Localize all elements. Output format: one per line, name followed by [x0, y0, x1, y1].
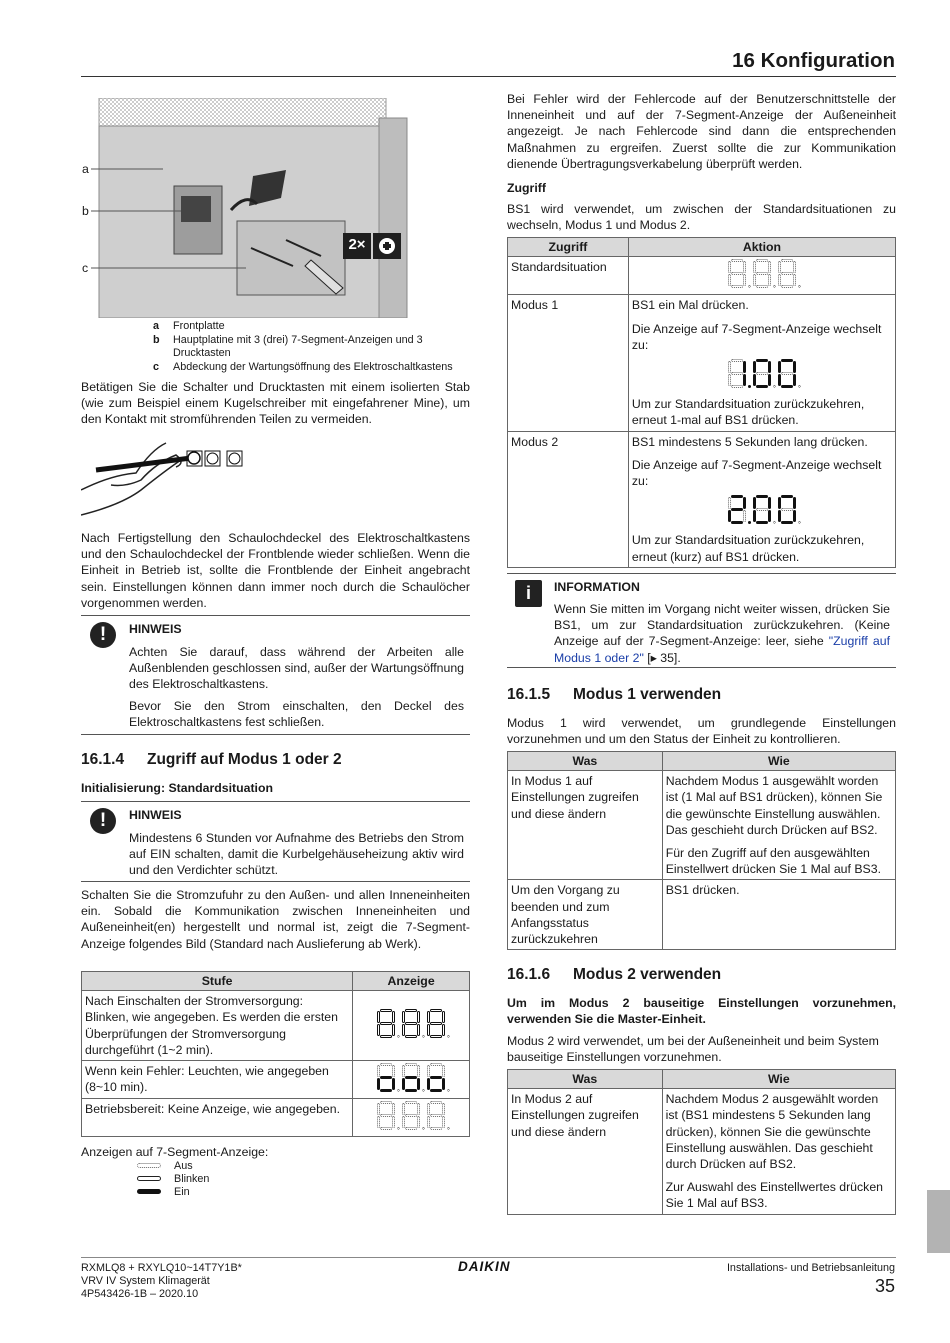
hinweis2-bottom-rule: [81, 881, 470, 882]
table-cell: In Modus 1 auf Einstellungen zugreifen und diese ändern: [508, 771, 663, 880]
left-para2: Nach Fertigstellung den Schaulochdeckel des Elektroschaltkastens und den Schaulochdeckel der Frontblende wieder schließen. Wenn die Einheit in Betrieb ist, sollte die Frontblende der Einheit angebracht sein. Einstellungen können dann immer noch durch die Schaulöcher vorgenommen werden.: [81, 531, 470, 610]
legend-title: Anzeigen auf 7-Segment-Anzeige:: [81, 1145, 269, 1159]
zugriff-table: [507, 237, 896, 568]
modus2-table: [507, 1069, 896, 1215]
table-header: Was: [508, 752, 663, 771]
seg-display: [628, 257, 895, 295]
seven-segment-digit: [753, 359, 771, 388]
seven-segment-digit: [778, 359, 796, 388]
section-number: 16.1.4: [81, 751, 125, 768]
table-row: [508, 431, 896, 567]
figure-captions: [153, 320, 453, 374]
table-header: Aktion: [628, 238, 895, 257]
legend-label: Ein: [174, 1185, 190, 1198]
page-number: 35: [874, 1276, 895, 1296]
hinweis2-p1: Mindestens 6 Stunden vor Aufnahme des Betriebs den Strom auf EIN schalten, damit die Kurbelgehäuseheizung aktiv wird und den Verdichter schützt.: [129, 831, 464, 878]
seven-segment-digit: [753, 259, 771, 288]
table-cell: [628, 431, 895, 567]
action-text: BS1 mindestens 5 Sekunden lang drücken.: [631, 434, 868, 449]
table-header: Stufe: [82, 972, 353, 991]
page-ref: [▸ 35].: [643, 650, 681, 665]
hinweis1-top-rule: [81, 615, 470, 616]
segment-off-icon: [137, 1163, 161, 1168]
warning-icon: !: [90, 622, 116, 648]
table-cell: [662, 771, 895, 880]
footer-docnum: 4P543426-1B – 2020.10: [81, 1288, 199, 1300]
section-number: 16.1.5: [507, 686, 551, 703]
table-cell: Standardsituation: [508, 257, 629, 295]
page-title: 16 Konfiguration: [732, 49, 895, 72]
seven-segment-digit: [427, 1101, 445, 1130]
section-title: Zugriff auf Modus 1 oder 2: [147, 751, 342, 768]
seg-display: [353, 1061, 470, 1099]
m2-para: Modus 2 wird verwendet, um bei der Außeneinheit und beim System bauseitige Einstellungen vorzunehmen.: [507, 1034, 879, 1065]
right-para1: Bei Fehler wird der Fehlercode auf der Benutzerschnittstelle der Inneneinheit und auf der 7-Segment-Anzeige der Außeneinheit angezeigt. Je nach Fehlercode sind dann die entsprechenden Maßnahmen zu ergreifen. Zuerst sollte die zur Kommunikation dienende Übertragungsverkabelung überprüft werden.: [507, 92, 896, 171]
segment-blink-icon: [137, 1176, 161, 1181]
footer-model: RXMLQ8 + RXYLQ10~14T7Y1B*: [81, 1262, 242, 1274]
caption-text-c: Abdeckung der Wartungsöffnung des Elektroschaltkastens: [173, 360, 453, 373]
table-cell: In Modus 2 auf Einstellungen zugreifen und diese ändern: [508, 1089, 663, 1214]
table-cell: BS1 drücken.: [662, 880, 895, 950]
table-cell: [628, 295, 895, 431]
seg-display: [353, 991, 470, 1061]
seven-segment-digit: [427, 1009, 445, 1038]
information-body: Wenn Sie mitten im Vorgang nicht weiter wissen, drücken Sie BS1, um zur Standardsituation zurückzukehren. (Keine Anzeige auf der 7-Segment-Anzeige: leer, siehe: [554, 602, 890, 649]
legend-label: Aus: [174, 1159, 193, 1172]
section-heading-1616: [507, 966, 721, 984]
hinweis1-bottom-rule: [81, 734, 470, 735]
table-row: [508, 1089, 896, 1214]
seven-segment-digit: [377, 1009, 395, 1038]
seven-segment-digit: [402, 1009, 420, 1038]
table-row: [82, 991, 470, 1061]
table-cell: [662, 1089, 895, 1214]
table-header: Wie: [662, 1070, 895, 1089]
seven-segment-digit: [778, 495, 796, 524]
information-title: INFORMATION: [554, 580, 640, 594]
left-para1: Betätigen Sie die Schalter und Drucktasten mit einem isolierten Stab (wie zum Beispiel einem Kugelschreiber mit eingefahrener Mine), um den Kontakt mit stromführenden Teilen zu vermeiden.: [81, 380, 470, 427]
m2-bold-para: Um im Modus 2 bauseitige Einstellungen vorzunehmen, verwenden Sie die Master-Einheit.: [507, 996, 896, 1027]
daikin-logo: DAIKIN: [458, 1259, 511, 1274]
action-text: Um zur Standardsituation zurückzukehren, erneut (kurz) auf BS1 drücken.: [631, 533, 865, 564]
caption-letter-c: c: [153, 360, 160, 373]
init-heading: Initialisierung: Standardsituation: [81, 781, 273, 795]
seg-display: [353, 1099, 470, 1137]
information-icon: i: [515, 580, 542, 607]
hinweis2-top-rule: [81, 801, 470, 802]
figure-label-b: b: [82, 204, 89, 218]
figure-label-c: c: [82, 261, 89, 275]
hinweis1-p2: Bevor Sie den Strom einschalten, den Deckel des Elektroschaltkastens fest schließen.: [129, 699, 464, 730]
seg-display: [632, 495, 892, 528]
table-row: [508, 257, 896, 295]
legend-label: Blinken: [174, 1172, 210, 1185]
section-number: 16.1.6: [507, 966, 551, 983]
section-heading-1615: [507, 686, 721, 704]
table-cell: Wenn kein Fehler: Leuchten, wie angegeben (8~10 min).: [82, 1061, 353, 1099]
table-cell: Nach Einschalten der Stromversorgung: Blinken, wie angegeben. Es werden die ersten Überprüfungen der Stromversorgung durchgeführt (1~2 min).: [82, 991, 353, 1061]
wie-text: Nachdem Modus 1 ausgewählt worden ist (1 Mal auf BS1 drücken), können Sie die gewünschte Einstellung auswählen. Das geschieht durch Drücken auf BS2.: [665, 774, 883, 837]
table-header: Anzeige: [353, 972, 470, 991]
left-para3: Schalten Sie die Stromzufuhr zu den Außen- und allen Inneneinheiten ein. Sobald die Kommunikation zwischen Inneneinheiten und Außeneinheit(en) hergestellt und normal ist, zeigt die 7-Segment-Anzeige folgendes Bild (Standard nach Auslieferung ab Werk).: [81, 888, 470, 951]
seven-segment-digit: [377, 1063, 395, 1092]
zugriff-link[interactable]: "Zugriff auf Modus 1 oder 2": [554, 634, 890, 665]
figure-label-a: a: [82, 162, 89, 176]
header-rule: [81, 76, 896, 77]
table-cell: Betriebsbereit: Keine Anzeige, wie angegeben.: [82, 1099, 353, 1137]
segment-on-icon: [137, 1189, 161, 1194]
caption-text-b: Hauptplatine mit 3 (drei) 7-Segment-Anzeigen und 3 Drucktasten: [173, 333, 423, 359]
footer-left: [81, 1262, 242, 1301]
wie-text: Nachdem Modus 2 ausgewählt worden ist (BS1 mindestens 5 Sekunden lang drücken), können Sie die gewünschte Einstellung auswählen. Das geschieht durch Drücken auf BS2.: [665, 1092, 879, 1172]
wie-text: Zur Auswahl des Einstellwertes drücken Sie 1 Mal auf BS3.: [665, 1180, 884, 1211]
table-row: [508, 880, 896, 950]
legend: [137, 1159, 209, 1198]
action-text: Die Anzeige auf 7-Segment-Anzeige wechselt zu:: [631, 457, 882, 489]
wie-text: Für den Zugriff auf den ausgewählten Einstellwert drücken Sie 1 Mal auf BS3.: [665, 846, 882, 877]
hand-pen-illustration: [81, 435, 251, 525]
hinweis2-title: HINWEIS: [129, 808, 182, 822]
seven-segment-digit: [753, 495, 771, 524]
footer-system: VRV IV System Klimagerät: [81, 1275, 210, 1287]
section-heading-1614: [81, 751, 342, 769]
table-row: [82, 1099, 470, 1137]
seven-segment-digit: [728, 495, 746, 524]
action-text: BS1 ein Mal drücken.: [631, 298, 749, 313]
info-top-rule: [507, 573, 896, 574]
hinweis1-title: HINWEIS: [129, 622, 182, 636]
table-cell: Modus 2: [508, 431, 629, 567]
seven-segment-digit: [427, 1063, 445, 1092]
hinweis1-p1: Achten Sie darauf, dass während der Arbeiten alle Außenblenden geschlossen sind, außer der Wartungsöffnung des Elektroschaltkastens.: [129, 645, 464, 692]
information-text: [554, 601, 890, 666]
seven-segment-digit: [402, 1063, 420, 1092]
seven-segment-digit: [728, 359, 746, 388]
seven-segment-digit: [377, 1101, 395, 1130]
info-bottom-rule: [507, 667, 896, 668]
caption-letter-a: a: [153, 320, 160, 332]
seven-segment-digit: [728, 259, 746, 288]
footer-rule: [81, 1257, 896, 1258]
modus1-table: [507, 751, 896, 950]
table-header: Zugriff: [508, 238, 629, 257]
caption-letter-b: b: [153, 333, 160, 346]
seg-display: [632, 359, 892, 392]
stufe-table: [81, 971, 470, 1137]
figure-badge-count: 2×: [348, 236, 366, 253]
zugriff-heading: Zugriff: [507, 181, 546, 195]
table-row: [82, 1061, 470, 1099]
table-header: Was: [508, 1070, 663, 1089]
zugriff-para: BS1 wird verwendet, um zwischen der Standardsituationen zu wechseln, Modus 1 und Modus 2.: [507, 202, 896, 233]
warning-icon: !: [90, 808, 116, 834]
section-title: Modus 2 verwenden: [573, 966, 722, 983]
footer-manual: Installations- und Betriebsanleitung: [726, 1262, 895, 1274]
m1-para: Modus 1 wird verwendet, um grundlegende Einstellungen vorzunehmen und um den Status der Einheit zu kontrollieren.: [507, 716, 896, 747]
chapter-tab: [927, 1190, 950, 1253]
action-text: Die Anzeige auf 7-Segment-Anzeige wechselt zu:: [631, 321, 882, 352]
table-cell: Modus 1: [508, 295, 629, 431]
seven-segment-digit: [402, 1101, 420, 1130]
unit-illustration: [81, 98, 411, 318]
table-header: Wie: [662, 752, 895, 771]
section-title: Modus 1 verwenden: [573, 686, 722, 703]
table-cell: Um den Vorgang zu beenden und zum Anfangsstatus zurückzukehren: [508, 880, 663, 950]
seven-segment-digit: [778, 259, 796, 288]
table-row: [508, 295, 896, 431]
caption-text-a: Frontplatte: [173, 320, 225, 332]
action-text: Um zur Standardsituation zurückzukehren, erneut 1-mal auf BS1 drücken.: [631, 397, 865, 428]
table-row: [508, 771, 896, 880]
